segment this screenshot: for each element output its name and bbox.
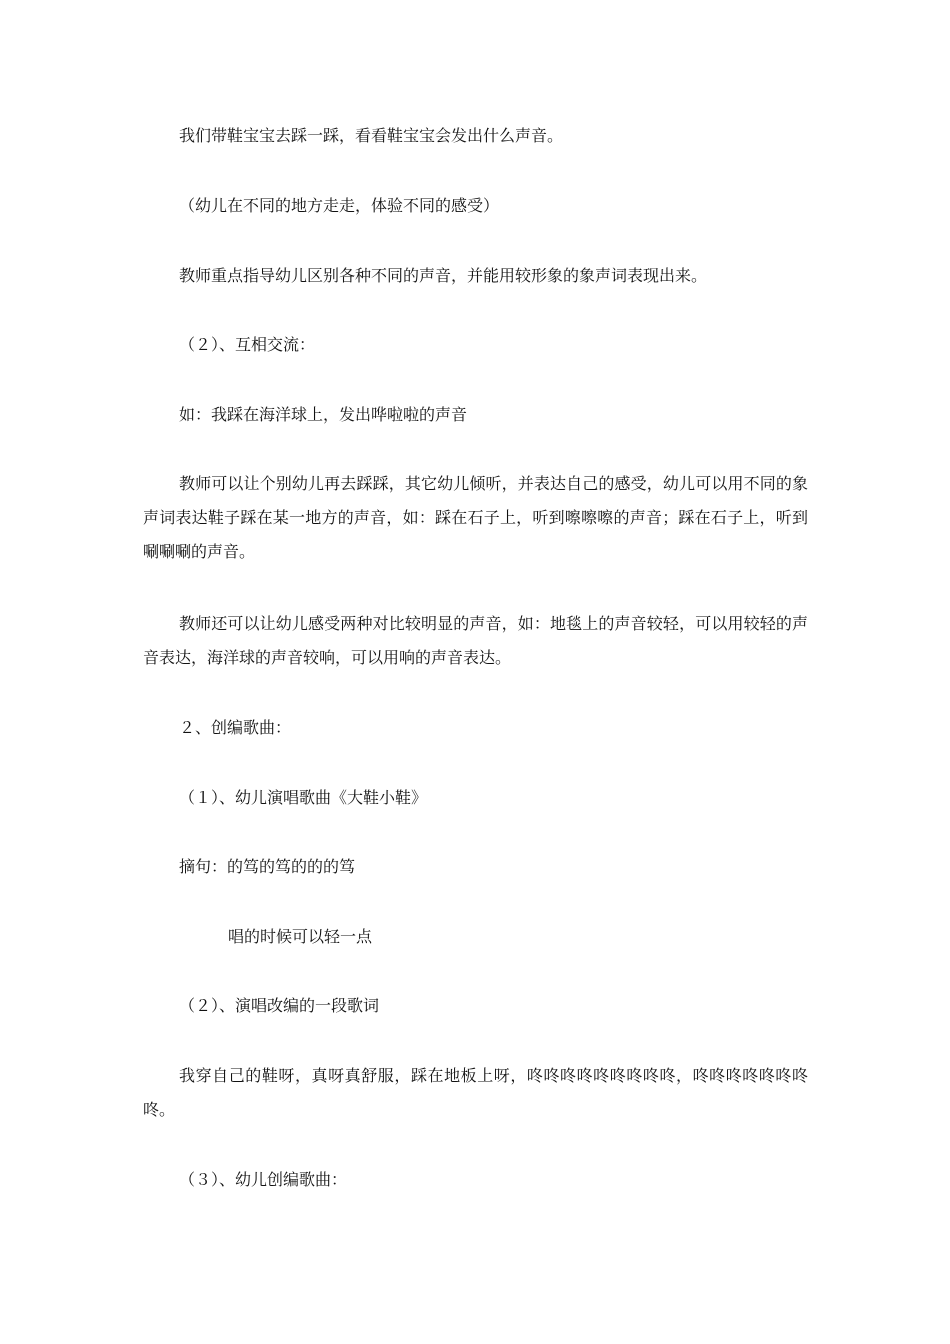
paragraph-sing-softly: 唱的时候可以轻一点 <box>228 927 373 946</box>
paragraph-example-ocean-ball: 如：我踩在海洋球上，发出哗啦啦的声音 <box>179 405 468 424</box>
paragraph-individual-stepping: 教师可以让个别幼儿再去踩踩，其它幼儿倾听，并表达自己的感受，幼儿可以用不同的象声词表达鞋子踩在某一地方的声音，如：踩在石子上，听到嚓嚓嚓的声音；踩在石子上，听到唰唰唰的声音。 <box>143 474 808 561</box>
paragraph-stepping-intro: 我们带鞋宝宝去踩一踩，看看鞋宝宝会发出什么声音。 <box>179 126 564 145</box>
paragraph-children-walk-note: （幼儿在不同的地方走走，体验不同的感受） <box>179 196 500 215</box>
paragraph-excerpt: 摘句：的笃的笃的的的笃 <box>179 857 356 876</box>
heading-exchange: （２）、互相交流： <box>179 335 316 354</box>
heading-sing-song: （１）、幼儿演唱歌曲《大鞋小鞋》 <box>179 788 428 807</box>
paragraph-adapted-lyrics: 我穿自己的鞋呀，真呀真舒服，踩在地板上呀，咚咚咚咚咚咚咚咚咚，咚咚咚咚咚咚咚咚。 <box>143 1066 808 1119</box>
heading-children-create-song: （３）、幼儿创编歌曲： <box>179 1170 348 1189</box>
heading-sing-adapted-lyrics: （２）、演唱改编的一段歌词 <box>179 996 380 1015</box>
paragraph-contrast-sounds: 教师还可以让幼儿感受两种对比较明显的声音，如：地毯上的声音较轻，可以用较轻的声音表达，海洋球的声音较响，可以用响的声音表达。 <box>143 614 808 667</box>
paragraph-teacher-guidance: 教师重点指导幼儿区别各种不同的声音，并能用较形象的象声词表现出来。 <box>179 266 708 285</box>
heading-create-song: ２、创编歌曲： <box>179 718 292 737</box>
